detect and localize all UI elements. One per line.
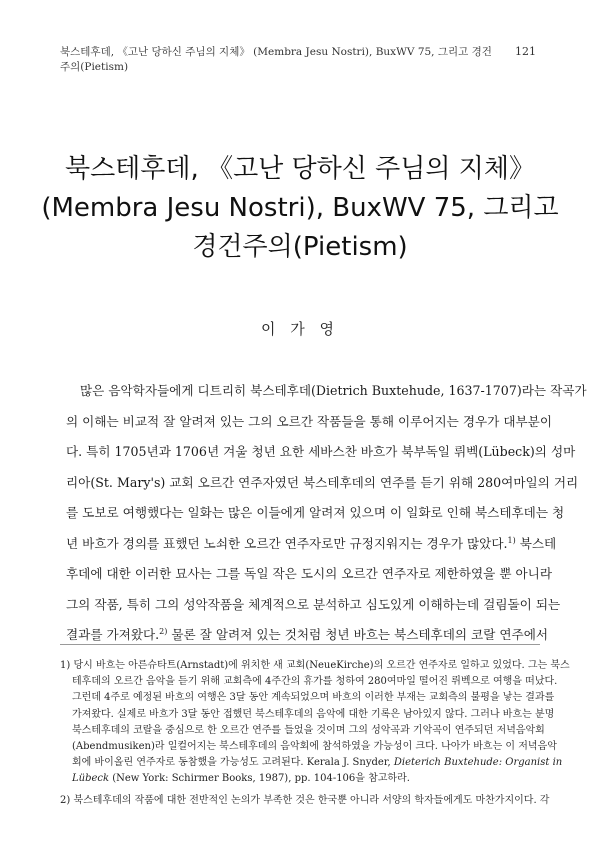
footnote-line: 그런데 4주로 예정된 바흐의 여행은 3달 동안 계속되었으며 바흐의 이러한 부재는 교회측의 불평을 낳는 결과를 [72,692,555,704]
body-line: 를 도보로 여행했다는 일화는 많은 이들에게 알려져 있으며 이 일화로 인해 북스테후데는 청 [66,505,565,520]
running-head [60,44,536,74]
title-line-2: (Membra Jesu Nostri), BuxWV 75, 그리고 [41,193,559,223]
body-text-segment: 북스테 [515,535,557,551]
body-line: 후데에 대한 이러한 묘사는 그를 독일 작은 도시의 오르간 연주자로 제한하였을 뿐 아니라 [66,566,552,581]
body-line: 의 이해는 비교적 잘 알려져 있는 그의 오르간 작품들을 통해 이루어지는 경우가 대부분이 [66,413,552,429]
footnote-line: 가져왔다. 실제로 바흐가 3달 동안 접했던 북스테후데의 음악에 대한 기록은 남아있지 않다. 그러나 바흐는 분명 [72,708,555,720]
body-line [66,620,549,651]
body-paragraph [66,376,587,651]
body-text-segment: 결과를 가져왔다. [66,627,160,642]
body-text-segment: 물론 잘 알려져 있는 것처럼 청년 바흐는 북스테후데의 코랄 연주에서 [167,627,549,642]
footnote-line: 테후데의 오르간 음악을 듣기 위해 교회측에 4주간의 휴가를 청하여 280여마일 떨어진 뤼벡으로 여행을 떠났다. [72,676,558,688]
running-head-title: 북스테후데, 《고난 당하신 주님의 지체》 (Membra Jesu Nostri), BuxWV 75, 그리고 경건주의(Pietism) [60,46,492,73]
body-line [66,529,557,560]
footnote-line: (Abendmusiken)라 일컬어지는 북스테후데의 음악회에 참석하였을 가능성이 크다. 나아가 바흐는 이 저녁음악 [72,741,557,753]
footnote-ref-2[interactable]: 2) [159,626,168,636]
cited-book-title: Dieterich Buxtehude: Organist in [393,757,563,769]
footnote-2 [60,793,550,809]
footnote-text: 회에 바이올린 연주자로 동참했을 가능성도 고려된다. Kerala J. Snyder, [72,757,394,769]
footnote-line: 1) 당시 바흐는 아른슈타트(Arnstadt)에 위치한 새 교회(NeueKirche)의 오르간 연주자로 일하고 있었다. 그는 북스 [60,660,570,671]
cited-book-title: Lübeck [72,773,110,785]
author-name: 이 가 영 [260,320,339,338]
body-line: 그의 작품, 특히 그의 성악작품을 체계적으로 분석하고 심도있게 이해하는데 걸림돌이 되는 [66,596,561,612]
footnote-divider [60,644,540,645]
footnote-1 [60,658,570,788]
footnote-line [60,771,538,787]
article-title [40,150,560,267]
title-line-1: 북스테후데, 《고난 당하신 주님의 지체》 [64,154,536,184]
footnote-text: (New York: Schirmer Books, 1987), pp. 104-106을 참고하라. [109,773,410,785]
body-line: 다. 특히 1705년과 1706년 겨울 청년 요한 세바스찬 바흐가 북부독일 뤼벡(Lübeck)의 성마 [66,444,576,459]
body-line: 많은 음악학자들에게 디트리히 북스테후데(Dietrich Buxtehude, 1637-1707)라는 작곡가 [80,383,587,398]
footnote-line [60,755,563,771]
body-line: 리아(St. Mary's) 교회 오르간 연주자였던 북스테후데의 연주를 듣기 위해 280여마일의 거리 [66,474,579,490]
footnote-line: 2) 북스테후데의 작품에 대한 전반적인 논의가 부족한 것은 한국뿐 아니라 서양의 학자들에게도 마찬가지이다. 각 [60,794,550,806]
footnote-ref-1[interactable]: 1) [507,535,516,545]
footnote-line: 북스테후데의 코랄을 중심으로 한 오르간 연주를 들었을 것이며 그의 성악곡과 기악곡이 연주되던 저녁음악회 [72,724,545,736]
body-text-segment: 년 바흐가 경의를 표했던 노쇠한 오르간 연주자로만 규정지워지는 경우가 많았다. [66,535,508,551]
title-line-3: 경건주의(Pietism) [192,232,408,262]
page-number: 121 [515,45,536,58]
footnotes [60,658,570,814]
